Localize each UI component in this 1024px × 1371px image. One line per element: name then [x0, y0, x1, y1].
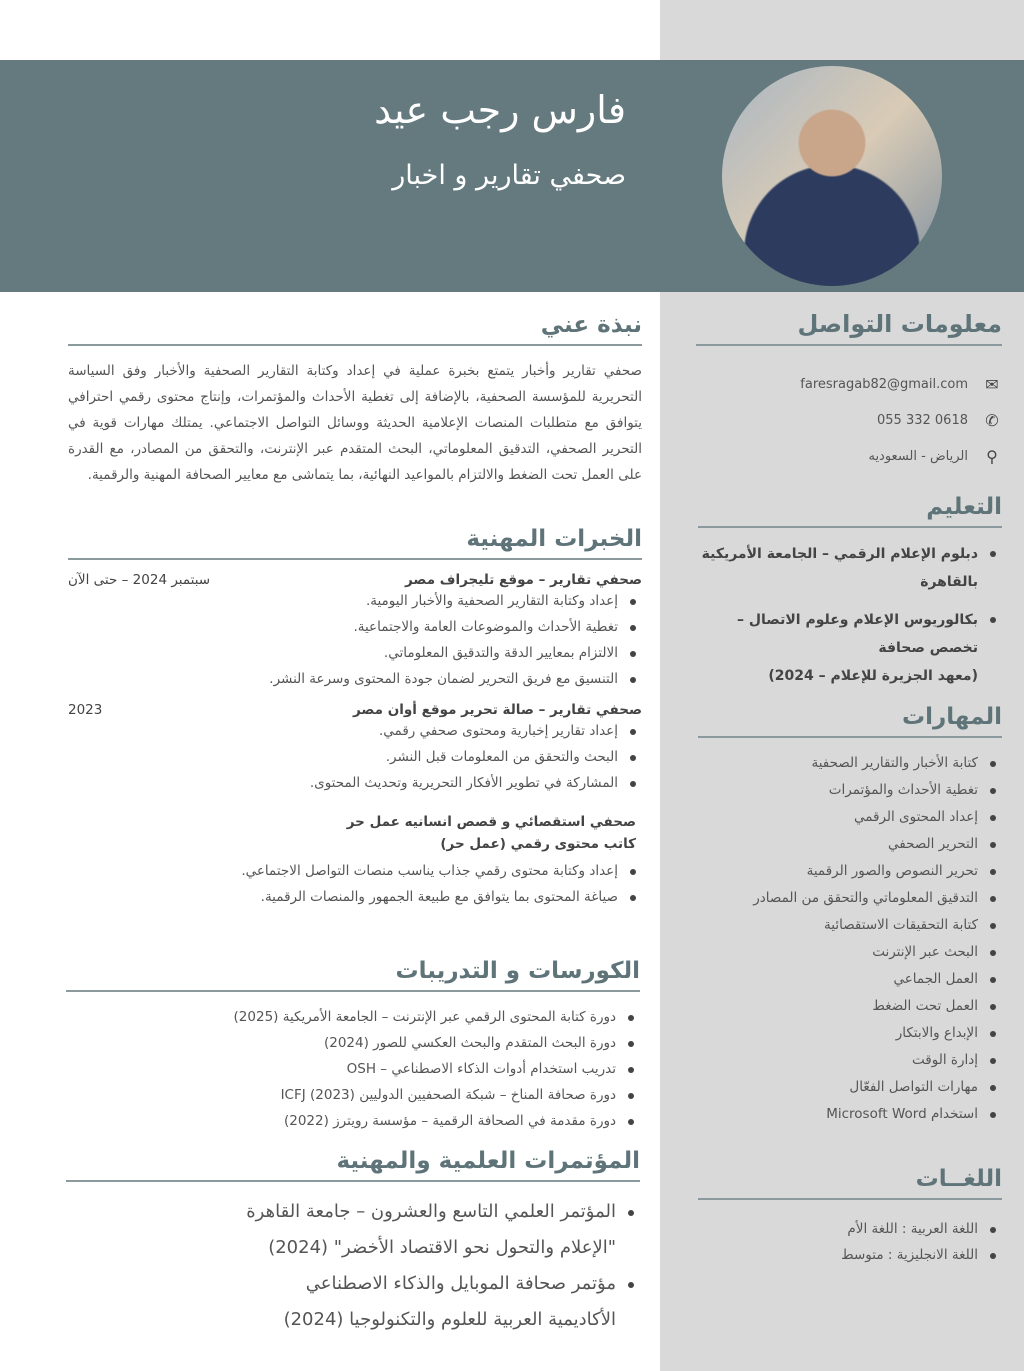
conference-item: [66, 1266, 640, 1338]
job-duty: إعداد وكتابة التقارير الصحفية والأخبار اليومية.: [68, 588, 642, 614]
course-item: دورة مقدمة في الصحافة الرقمية – مؤسسة رويترز (2022): [66, 1108, 640, 1134]
job-title: صحفي تقارير – موقع تليجراف مصر: [405, 572, 642, 588]
job-duty: البحث والتحقق من المعلومات قبل النشر.: [68, 744, 642, 770]
job-duty: إعداد تقارير إخبارية ومحتوى صحفي رقمي.: [68, 718, 642, 744]
skill-item: التحرير الصحفي: [698, 831, 1002, 858]
education-item: دبلوم الإعلام الرقمي – الجامعة الأمريكية بالقاهرة: [698, 540, 1002, 596]
language-item: اللغة العربية : اللغة الأم: [698, 1216, 1002, 1242]
job-duty: إعداد وكتابة محتوى رقمي جذاب يناسب منصات التواصل الاجتماعي.: [68, 858, 642, 884]
skill-item: إدارة الوقت: [698, 1047, 1002, 1074]
job-date: سبتمبر 2024 – حتى الآن: [68, 572, 211, 588]
conferences-title: المؤتمرات العلمية والمهنية: [66, 1148, 640, 1182]
skill-item: مهارات التواصل الفعّال: [698, 1074, 1002, 1101]
education-note: (معهد الجزيرة للإعلام – 2024): [768, 668, 978, 684]
email-text: faresragab82@gmail.com: [800, 376, 968, 392]
experience-section: [68, 526, 642, 910]
contact-location: [698, 444, 1002, 468]
skill-item: استخدام Microsoft Word: [698, 1101, 1002, 1128]
courses-section: [66, 958, 640, 1134]
phone-icon: ✆: [985, 410, 999, 430]
job-duty: تغطية الأحداث والموضوعات العامة والاجتماعية.: [68, 614, 642, 640]
envelope-icon: ✉: [985, 374, 999, 394]
course-item: تدريب استخدام أدوات الذكاء الاصطناعي – OSH: [66, 1056, 640, 1082]
course-item: دورة صحافة المناخ – شبكة الصحفيين الدوليين (2023) ICFJ: [66, 1082, 640, 1108]
phone-text: 055 332 0618: [877, 412, 968, 428]
job-date: 2023: [68, 702, 103, 718]
job-header: [68, 814, 636, 830]
job-duty: التنسيق مع فريق التحرير لضمان جودة المحتوى وسرعة النشر.: [68, 666, 642, 692]
profile-photo: [722, 66, 942, 286]
skill-item: كتابة التحقيقات الاستقصائية: [698, 912, 1002, 939]
skill-item: تغطية الأحداث والمؤتمرات: [698, 777, 1002, 804]
contact-phone: [698, 408, 1002, 432]
skills-title: المهارات: [698, 704, 1002, 738]
education-title: التعليم: [698, 494, 1002, 528]
skill-item: البحث عبر الإنترنت: [698, 939, 1002, 966]
languages-section: [698, 1166, 1002, 1268]
job-title: صحفي تقارير – صالة تحرير موقع أوان مصر: [352, 702, 642, 718]
education-item: بكالوريوس الإعلام وعلوم الاتصال – تخصص صحافة: [698, 606, 1002, 662]
conference-line1: مؤتمر صحافة الموبايل والذكاء الاصطناعي: [305, 1273, 616, 1294]
job-duty: الالتزام بمعايير الدقة والتدقيق المعلوماتي.: [68, 640, 642, 666]
skill-item: العمل الجماعي: [698, 966, 1002, 993]
job-duty: صياغة المحتوى بما يتوافق مع طبيعة الجمهور والمنصات الرقمية.: [68, 884, 642, 910]
skill-item: تحرير النصوص والصور الرقمية: [698, 858, 1002, 885]
course-item: دورة كتابة المحتوى الرقمي عبر الإنترنت – الجامعة الأمريكية (2025): [66, 1004, 640, 1030]
skill-item: التدقيق المعلوماتي والتحقق من المصادر: [698, 885, 1002, 912]
job-title: كاتب محتوى رقمي (عمل حر): [440, 836, 636, 852]
location-pin-icon: ⚲: [986, 446, 998, 466]
conferences-section: [66, 1148, 640, 1338]
language-item: اللغة الانجليزية : متوسط: [698, 1242, 1002, 1268]
skills-section: [698, 704, 1002, 1128]
job-header: [68, 702, 642, 718]
experience-title: الخبرات المهنية: [68, 526, 642, 560]
job-header: [68, 572, 642, 588]
languages-title: اللغــات: [698, 1166, 1002, 1200]
location-text: الرياض - السعوديه: [868, 448, 968, 464]
about-section: [68, 312, 642, 488]
skill-item: كتابة الأخبار والتقارير الصحفية: [698, 750, 1002, 777]
courses-title: الكورسات و التدريبات: [66, 958, 640, 992]
job-duty: المشاركة في تطوير الأفكار التحريرية وتحديث المحتوى.: [68, 770, 642, 796]
job-header: [68, 836, 636, 852]
skill-item: إعداد المحتوى الرقمي: [698, 804, 1002, 831]
candidate-role: صحفي تقارير و اخبار: [392, 160, 626, 191]
conference-item: [66, 1194, 640, 1266]
about-title: نبذة عني: [68, 312, 642, 346]
contact-email: [698, 372, 1002, 396]
skill-item: الإبداع والابتكار: [698, 1020, 1002, 1047]
conference-line2: الأكاديمية العربية للعلوم والتكنولوجيا (2024): [283, 1309, 616, 1330]
course-item: دورة البحث المتقدم والبحث العكسي للصور (2024): [66, 1030, 640, 1056]
job-title: صحفي استقصائي و قصص انسانيه عمل حر: [346, 814, 636, 830]
skill-item: العمل تحت الضغط: [698, 993, 1002, 1020]
conference-line1: المؤتمر العلمي التاسع والعشرون – جامعة القاهرة: [246, 1201, 616, 1222]
about-text: صحفي تقارير وأخبار يتمتع بخبرة عملية في إعداد وكتابة التقارير الصحفية والأخبار وفق السياسة التحريرية للمؤسسة الصحفية، بالإضافة إلى تغطية الأحداث والمؤتمرات، وإنتاج محتوى رقمي احترافي يتوافق مع متطلبات المنصات الإعلامية الحديثة ووسائل التواصل الاجتماعي. يمتلك مهارات قوية في التحرير الصحفي، التدقيق المعلوماتي، البحث المتقدم عبر الإنترنت، والتحقق من المصادر، مع القدرة على العمل تحت الضغط والالتزام بالمواعيد النهائية، بما يتماشى مع معايير الصحافة المهنية والرقمية.: [68, 363, 642, 483]
contact-title: معلومات التواصل: [696, 310, 1002, 346]
candidate-name: فارس رجب عيد: [374, 88, 626, 132]
education-section: [698, 494, 1002, 690]
contact-section: [698, 310, 1002, 480]
conference-line2: "الإعلام والتحول نحو الاقتصاد الأخضر" (2024): [268, 1237, 616, 1258]
